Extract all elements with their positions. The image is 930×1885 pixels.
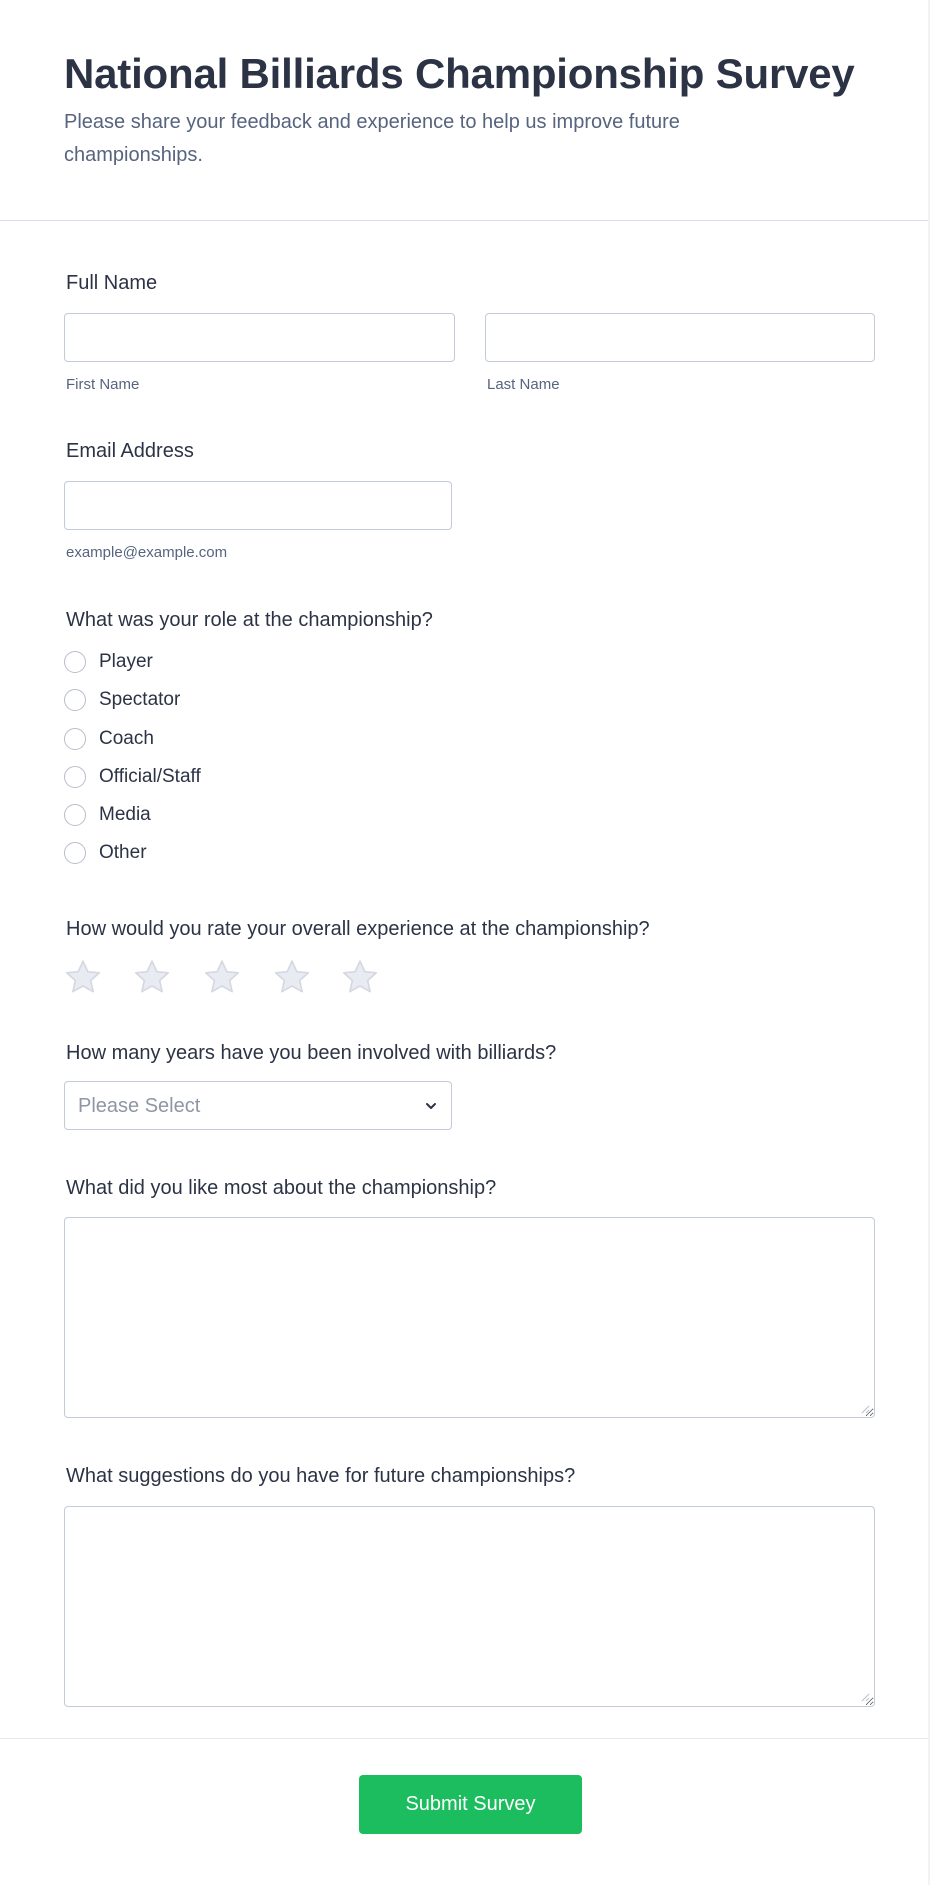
role-option-label: Official/Staff — [99, 766, 201, 787]
radio-icon[interactable] — [64, 689, 86, 711]
radio-icon[interactable] — [64, 804, 86, 826]
radio-icon[interactable] — [64, 766, 86, 788]
role-option-label: Coach — [99, 728, 154, 749]
role-option-media[interactable] — [64, 801, 151, 829]
liked-most-question: What did you like most about the championship? — [66, 1177, 497, 1199]
header-divider — [0, 220, 928, 221]
radio-icon[interactable] — [64, 842, 86, 864]
role-option-player[interactable] — [64, 648, 153, 676]
star-icon[interactable] — [63, 957, 103, 997]
star-icon[interactable] — [132, 957, 172, 997]
years-select[interactable] — [64, 1081, 452, 1130]
role-option-label: Spectator — [99, 689, 181, 710]
role-option-other[interactable] — [64, 839, 147, 867]
last-name-input[interactable] — [485, 313, 875, 362]
years-select-value: Please Select — [78, 1095, 201, 1117]
page-title: National Billiards Championship Survey — [64, 50, 855, 97]
role-option-spectator[interactable] — [64, 686, 180, 714]
liked-most-textarea[interactable] — [64, 1217, 875, 1418]
first-name-sublabel: First Name — [66, 376, 140, 393]
email-label: Email Address — [66, 440, 194, 462]
page-subtitle: Please share your feedback and experience to help us improve future championships. — [64, 111, 680, 166]
star-icon[interactable] — [340, 957, 380, 997]
role-option-coach[interactable] — [64, 725, 154, 753]
role-option-label: Media — [99, 804, 151, 825]
footer-divider — [0, 1738, 928, 1739]
email-sublabel: example@example.com — [66, 544, 228, 561]
full-name-label: Full Name — [66, 272, 158, 294]
last-name-sublabel: Last Name — [487, 376, 560, 393]
role-option-official-staff[interactable] — [64, 763, 201, 791]
role-option-label: Player — [99, 651, 153, 672]
years-question: How many years have you been involved with billiards? — [66, 1042, 557, 1064]
rating-question: How would you rate your overall experience at the championship? — [66, 918, 650, 940]
submit-survey-button[interactable]: Submit Survey — [359, 1775, 582, 1834]
first-name-input[interactable] — [64, 313, 455, 362]
star-icon[interactable] — [272, 957, 312, 997]
role-option-label: Other — [99, 842, 147, 863]
form-header — [0, 0, 928, 220]
suggestions-question: What suggestions do you have for future championships? — [66, 1465, 576, 1487]
radio-icon[interactable] — [64, 651, 86, 673]
radio-icon[interactable] — [64, 728, 86, 750]
star-icon[interactable] — [202, 957, 242, 997]
chevron-down-icon — [423, 1098, 439, 1114]
suggestions-textarea[interactable] — [64, 1506, 875, 1707]
role-question: What was your role at the championship? — [66, 609, 433, 631]
email-input[interactable] — [64, 481, 452, 530]
